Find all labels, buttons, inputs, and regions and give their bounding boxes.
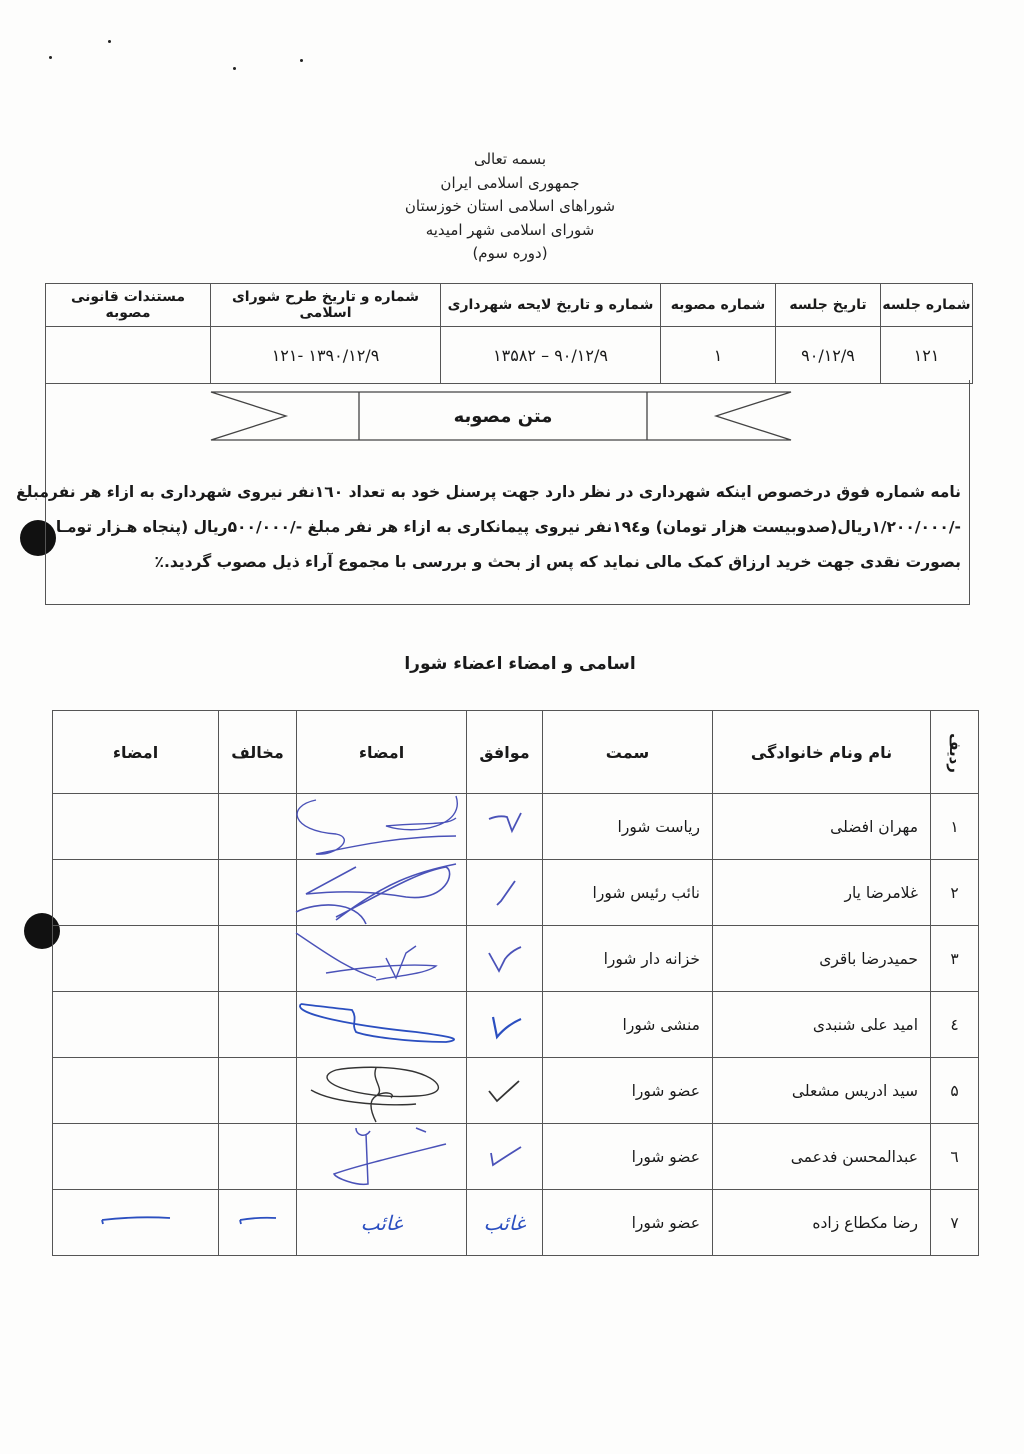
signature2-cell <box>53 926 219 992</box>
member-name: سید ادریس مشعلی <box>713 1058 931 1124</box>
signature-cell <box>297 992 467 1058</box>
council-plan-value: ۱۳۹۰/۱۲/۹ -۱۲۱ <box>211 327 441 384</box>
member-row <box>53 1124 979 1190</box>
scan-speck <box>108 40 111 43</box>
agree-cell <box>467 1058 543 1124</box>
oppose-cell <box>219 992 297 1058</box>
legal-basis-header: مستندات قانونی مصوبه <box>46 284 211 327</box>
header-line: شوراهای اسلامی استان خوزستان <box>404 197 616 215</box>
session-date-header: تاریخ جلسه <box>776 284 881 327</box>
legal-basis-value <box>46 327 211 384</box>
session-number: ۱۲۱ <box>881 327 973 384</box>
scan-speck <box>233 67 236 70</box>
resolution-title: متن مصوبه <box>453 405 553 427</box>
municipal-bill-header: شماره و تاریخ لایحه شهرداری <box>441 284 661 327</box>
member-role: خزانه دار شورا <box>543 926 713 992</box>
resolution-number-header: شماره مصوبه <box>661 284 776 327</box>
member-name: مهران افضلی <box>713 794 931 860</box>
signature2-cell <box>53 794 219 860</box>
row-number: ٦ <box>931 1124 979 1190</box>
handwritten-signature <box>296 862 466 924</box>
member-role: عضو شورا <box>543 1190 713 1256</box>
oppose-cell <box>219 1124 297 1190</box>
handwritten-signature <box>296 1060 466 1122</box>
row-number-header-label: ردیف <box>945 732 964 773</box>
session-date: ۹۰/۱۲/۹ <box>776 327 881 384</box>
row-number: ۳ <box>931 926 979 992</box>
signature-cell <box>297 860 467 926</box>
agree-cell <box>467 794 543 860</box>
row-number: ۵ <box>931 1058 979 1124</box>
resolution-line: بصورت نقدی جهت خرید ارزاق کمک مالی نماید که پس از بحث و بررسی با مجموع آراء ذیل مصوب گردید.٪ <box>154 553 961 571</box>
checkmark-icon <box>485 941 525 977</box>
oppose-cell <box>219 926 297 992</box>
agree-cell <box>467 1124 543 1190</box>
member-role: نائب رئیس شورا <box>543 860 713 926</box>
agree-cell <box>467 860 543 926</box>
members-table <box>52 710 979 1256</box>
signature-cell <box>297 794 467 860</box>
member-name: غلامرضا یار <box>713 860 931 926</box>
member-row <box>53 926 979 992</box>
signature-header: امضاء <box>297 711 467 794</box>
member-role: عضو شورا <box>543 1058 713 1124</box>
council-plan-header: شماره و تاریخ طرح شورای اسلامی <box>211 284 441 327</box>
info-value-row <box>46 327 973 384</box>
row-number: ۱ <box>931 794 979 860</box>
signature2-cell <box>53 1190 219 1256</box>
checkmark-icon <box>485 875 525 911</box>
member-row <box>53 860 979 926</box>
oppose-cell <box>219 860 297 926</box>
oppose-cell <box>219 794 297 860</box>
agree-cell <box>467 992 543 1058</box>
member-name: حمیدرضا باقری <box>713 926 931 992</box>
member-name: امید علی شنبدی <box>713 992 931 1058</box>
session-number-header: شماره جلسه <box>881 284 973 327</box>
oppose-cell <box>219 1058 297 1124</box>
handwritten-signature <box>296 1126 466 1188</box>
member-row <box>53 1058 979 1124</box>
signature-cell <box>297 1058 467 1124</box>
signature-cell <box>297 1124 467 1190</box>
checkmark-icon <box>485 809 525 845</box>
resolution-body <box>16 475 961 580</box>
member-name: رضا مکطاع زاده <box>713 1190 931 1256</box>
member-row <box>53 1190 979 1256</box>
oppose-header: مخالف <box>219 711 297 794</box>
signature2-cell <box>53 1058 219 1124</box>
resolution-line: -/۱/۲۰۰/۰۰۰ریال(صدوبیست هزار تومان) و۱۹٤نفر نیروی پیمانکاری به ازاء هر نفر مبلغ -/۵۰۰/۰۰۰ریال (پنجاه هـزار تومـا <box>55 518 961 536</box>
row-number: ٤ <box>931 992 979 1058</box>
header-line: جمهوری اسلامی ایران <box>440 173 580 192</box>
row-number: ۲ <box>931 860 979 926</box>
name-header: نام ونام خانوادگی <box>713 711 931 794</box>
handwritten-signature <box>296 928 466 990</box>
scan-speck <box>300 59 303 62</box>
signature2-header: امضاء <box>53 711 219 794</box>
row-number: ۷ <box>931 1190 979 1256</box>
signature-cell <box>297 1190 467 1256</box>
municipal-bill-value: ۹۰/۱۲/۹ – ۱۳۵۸۲ <box>441 327 661 384</box>
header-line: شورای اسلامی شهر امیدیه <box>425 220 595 239</box>
row-number-header <box>931 711 979 794</box>
signature2-cell <box>53 860 219 926</box>
members-header-row <box>53 711 979 794</box>
scan-speck <box>49 56 52 59</box>
checkmark-icon <box>485 1007 525 1043</box>
member-role: عضو شورا <box>543 1124 713 1190</box>
handwritten-signature <box>296 796 466 858</box>
handwritten-signature <box>296 994 466 1056</box>
member-row <box>53 992 979 1058</box>
absent-note: غائب <box>483 1210 526 1235</box>
agree-header: موافق <box>467 711 543 794</box>
header-line: (دوره سوم) <box>472 244 548 262</box>
resolution-line: نامه شماره فوق درخصوص اینکه شهرداری در نظر دارد جهت پرسنل خود به تعداد ۱٦۰نفر نیروی شهرداری به ازاء هر نفرمبلغ <box>16 483 961 501</box>
absent-note: غائب <box>360 1210 403 1235</box>
signature2-cell <box>53 992 219 1058</box>
resolution-text-box <box>16 380 970 605</box>
info-header-row <box>46 284 973 327</box>
role-header: سمت <box>543 711 713 794</box>
resolution-info-table <box>45 283 973 384</box>
dash-mark <box>238 1214 278 1228</box>
agree-cell <box>467 926 543 992</box>
checkmark-icon <box>485 1073 525 1109</box>
member-row <box>53 794 979 860</box>
signature2-cell <box>53 1124 219 1190</box>
dash-mark <box>100 1214 172 1228</box>
signature-cell <box>297 926 467 992</box>
member-name: عبدالمحسن فدعمی <box>713 1124 931 1190</box>
header-line: بسمه تعالی <box>473 150 547 168</box>
agree-cell <box>467 1190 543 1256</box>
member-role: ریاست شورا <box>543 794 713 860</box>
document-header <box>360 148 660 266</box>
oppose-cell <box>219 1190 297 1256</box>
resolution-number: ۱ <box>661 327 776 384</box>
members-section-title: اسامی و امضاء اعضاء شورا <box>404 654 636 674</box>
member-role: منشی شورا <box>543 992 713 1058</box>
checkmark-icon <box>485 1139 525 1175</box>
